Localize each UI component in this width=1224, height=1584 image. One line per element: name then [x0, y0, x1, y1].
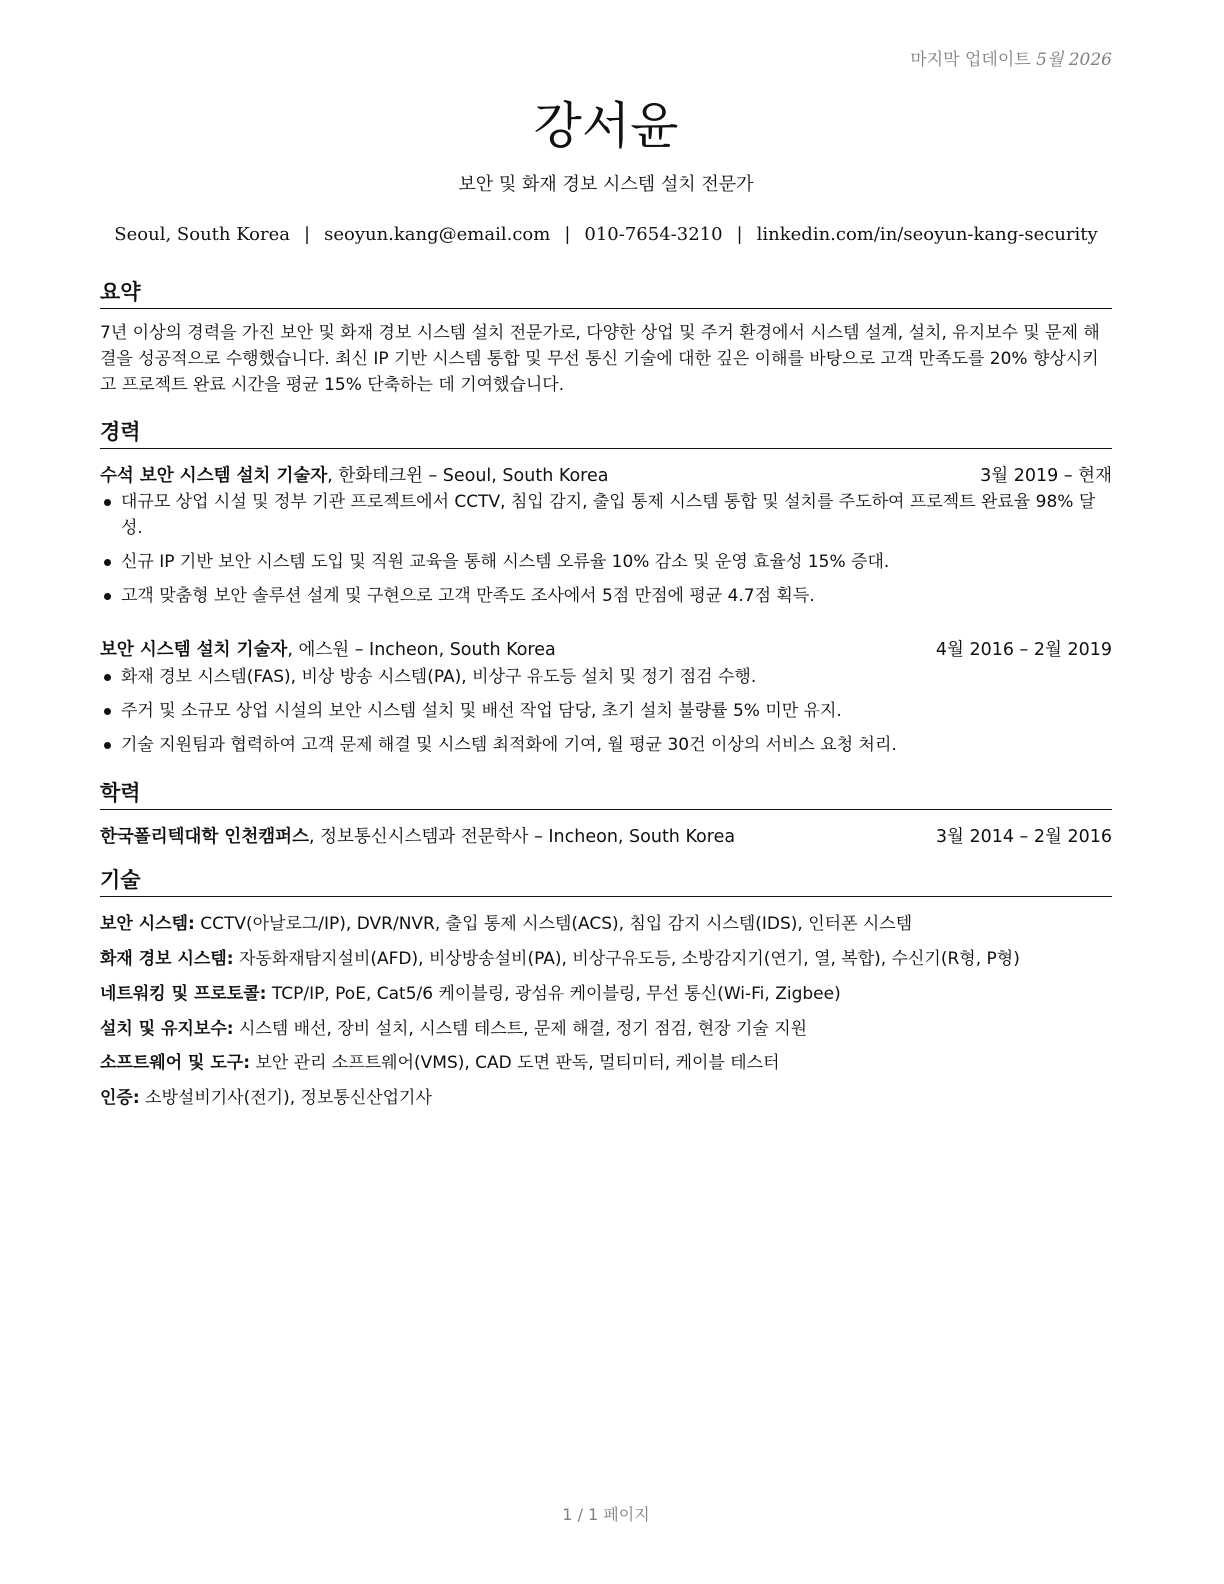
contact-separator: |: [304, 224, 311, 245]
job-header: [100, 636, 1112, 661]
job-bullet: 신규 IP 기반 보안 시스템 도입 및 직원 교육을 통해 시스템 오류율 10% 감소 및 운영 효율성 15% 증대.: [100, 549, 1112, 575]
contact-separator: |: [564, 224, 571, 245]
section-title-education: 학력: [100, 777, 1112, 810]
contact-linkedin[interactable]: linkedin.com/in/seoyun-kang-security: [756, 224, 1098, 245]
job-role: 보안 시스템 설치 기술자: [100, 640, 288, 660]
skill-label: 소프트웨어 및 도구:: [100, 1053, 251, 1073]
skill-value: 보안 관리 소프트웨어(VMS), CAD 도면 판독, 멀티미터, 케이블 테스터: [250, 1053, 780, 1073]
contact-line: [100, 224, 1112, 245]
summary-text: 7년 이상의 경력을 가진 보안 및 화재 경보 시스템 설치 전문가로, 다양한 상업 및 주거 환경에서 시스템 설계, 설치, 유지보수 및 문제 해결을 성공적으로 수행했습니다. 최신 IP 기반 시스템 통합 및 무선 통신 기술에 대한 깊은 이해를 바탕으로 고객 만족도를 20% 향상시키고 프로젝트 완료 시간을 평균 15% 단축하는 데 기여했습니다.: [100, 323, 1100, 395]
job-dates: 4월 2016 – 2월 2019: [935, 640, 1112, 660]
section-title-skills: 기술: [100, 864, 1112, 897]
skill-line: [100, 944, 1112, 969]
skill-label: 보안 시스템:: [100, 914, 195, 934]
job-bullet: 화재 경보 시스템(FAS), 비상 방송 시스템(PA), 비상구 유도등 설치 및 정기 점검 수행.: [100, 664, 1112, 690]
page-indicator: 1 / 1 페이지: [562, 1505, 650, 1524]
skill-line: [100, 1014, 1112, 1039]
last-updated-label: 마지막 업데이트: [910, 50, 1031, 70]
education-detail: , 정보통신시스템과 전문학사 – Incheon, South Korea: [308, 827, 736, 847]
skill-value: CCTV(아날로그/IP), DVR/NVR, 출입 통제 시스템(ACS), 침입 감지 시스템(IDS), 인터폰 시스템: [194, 914, 913, 934]
skill-line: [100, 979, 1112, 1004]
candidate-subtitle: 보안 및 화재 경보 시스템 설치 전문가: [458, 174, 754, 195]
skill-label: 설치 및 유지보수:: [100, 1019, 234, 1039]
job-bullet: 기술 지원팀과 협력하여 고객 문제 해결 및 시스템 최적화에 기여, 월 평균 30건 이상의 서비스 요청 처리.: [100, 732, 1112, 758]
contact-email[interactable]: seoyun.kang@email.com: [324, 224, 551, 245]
skill-line: [100, 909, 1112, 934]
skill-value: 자동화재탐지설비(AFD), 비상방송설비(PA), 비상구유도등, 소방감지기(연기, 열, 복합), 수신기(R형, P형): [233, 949, 1020, 969]
education-dates: 3월 2014 – 2월 2016: [935, 827, 1112, 847]
contact-location: Seoul, South Korea: [114, 224, 291, 245]
section-title-summary: 요약: [100, 276, 1112, 309]
last-updated: [910, 45, 1112, 70]
skill-label: 인증:: [100, 1088, 140, 1108]
section-title-experience: 경력: [100, 416, 1112, 449]
education-entry: [100, 823, 1112, 848]
education-school: 한국폴리텍대학 인천캠퍼스: [100, 827, 309, 847]
job-bullet: 주거 및 소규모 상업 시설의 보안 시스템 설치 및 배선 작업 담당, 초기 설치 불량률 5% 미만 유지.: [100, 698, 1112, 724]
job-bullets: [100, 664, 1112, 766]
job-bullet: 대규모 상업 시설 및 정부 기관 프로젝트에서 CCTV, 침입 감지, 출입 통제 시스템 통합 및 설치를 주도하여 프로젝트 완료율 98% 달성.: [100, 489, 1112, 541]
job-company-location: , 한화테크윈 – Seoul, South Korea: [327, 466, 609, 486]
skill-value: 소방설비기사(전기), 정보통신산업기사: [139, 1088, 432, 1108]
contact-separator: |: [736, 224, 743, 245]
job-role: 수석 보안 시스템 설치 기술자: [100, 466, 328, 486]
skill-label: 네트워킹 및 프로토콜:: [100, 984, 267, 1004]
skill-line: [100, 1048, 1112, 1073]
skill-line: [100, 1083, 1112, 1108]
last-updated-year: 2026: [1068, 50, 1112, 70]
job-bullets: [100, 489, 1112, 617]
skill-value: TCP/IP, PoE, Cat5/6 케이블링, 광섬유 케이블링, 무선 통신(Wi-Fi, Zigbee): [266, 984, 841, 1004]
candidate-name: 강서윤: [533, 97, 679, 155]
job-bullet: 고객 맞춤형 보안 솔루션 설계 및 구현으로 고객 만족도 조사에서 5점 만점에 평균 4.7점 획득.: [100, 583, 1112, 609]
job-header: [100, 462, 1112, 487]
job-dates: 3월 2019 – 현재: [980, 466, 1112, 486]
last-updated-month: 5월: [1036, 50, 1064, 70]
skill-value: 시스템 배선, 장비 설치, 시스템 테스트, 문제 해결, 정기 점검, 현장 기술 지원: [233, 1019, 808, 1039]
resume-page: [100, 0, 1112, 1584]
contact-phone: 010-7654-3210: [584, 224, 723, 245]
job-company-location: , 에스원 – Incheon, South Korea: [287, 640, 556, 660]
skill-label: 화재 경보 시스템:: [100, 949, 234, 969]
